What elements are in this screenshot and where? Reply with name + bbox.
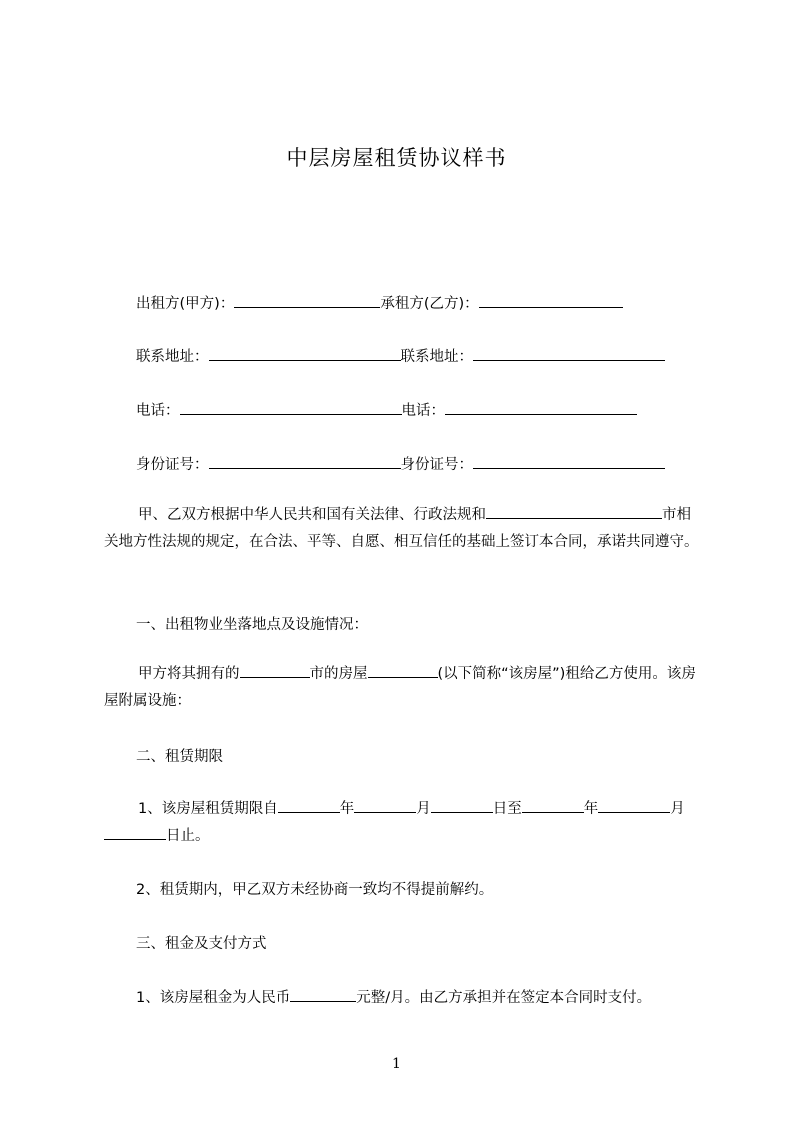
- section1-text-3: (以下简称“该房屋”)租给乙方使用。该房屋附属设施：: [104, 666, 696, 709]
- lessor-id-blank[interactable]: [209, 454, 401, 469]
- term-text-6: 月: [670, 801, 685, 817]
- lessee-phone-blank[interactable]: [445, 400, 637, 415]
- rent-clause: [136, 986, 651, 1007]
- lessee-label: 承租方(乙方)：: [380, 296, 479, 312]
- lease-term-paragraph: [104, 796, 704, 850]
- lessee-id-blank[interactable]: [473, 454, 665, 469]
- page-number: 1: [392, 1056, 401, 1072]
- id-row: [136, 453, 665, 474]
- lessor-id-label: 身份证号：: [136, 457, 209, 473]
- property-address-blank[interactable]: [368, 663, 438, 678]
- start-month-blank[interactable]: [354, 798, 416, 813]
- term-text-2: 年: [339, 801, 355, 817]
- term-text-5: 年: [583, 801, 599, 817]
- lessee-address-label: 联系地址：: [400, 349, 473, 365]
- rent-text-1: 1、该房屋租金为人民币: [136, 990, 291, 1006]
- lessor-label: 出租方(甲方)：: [136, 296, 235, 312]
- end-day-blank[interactable]: [104, 825, 166, 840]
- lessee-address-blank[interactable]: [473, 346, 665, 361]
- end-year-blank[interactable]: [522, 798, 584, 813]
- section1-paragraph: [104, 661, 704, 715]
- lessor-phone-label: 电话：: [136, 403, 180, 419]
- property-city-blank[interactable]: [240, 663, 310, 678]
- end-month-blank[interactable]: [598, 798, 670, 813]
- rent-amount-blank[interactable]: [290, 987, 356, 1002]
- lessor-address-label: 联系地址：: [136, 349, 209, 365]
- section1-text-2: 市的房屋: [309, 666, 368, 682]
- party-names-row: [136, 292, 623, 313]
- term-text-3: 月: [416, 801, 431, 817]
- preamble-text-1: 甲、乙双方根据中华人民共和国有关法律、行政法规和: [138, 507, 486, 523]
- start-year-blank[interactable]: [278, 798, 340, 813]
- lessor-phone-blank[interactable]: [180, 400, 402, 415]
- term-text-1: 1、该房屋租赁期限自: [138, 801, 278, 817]
- lessor-name-blank[interactable]: [234, 293, 380, 308]
- phone-row: [136, 399, 637, 420]
- section2-heading: 二、租赁期限: [136, 749, 223, 765]
- city-blank[interactable]: [486, 504, 662, 519]
- preamble-text-2: 市相关地方性法规的规定，在合法、平等、自愿、相互信任的基础上签订本合同，承诺共同遵守。: [104, 507, 699, 550]
- rent-text-2: 元整/月。由乙方承担并在签定本合同时支付。: [356, 990, 652, 1006]
- term-text-7: 日止。: [166, 828, 210, 844]
- address-row: [136, 345, 665, 366]
- preamble-paragraph: [104, 502, 704, 556]
- start-day-blank[interactable]: [431, 798, 493, 813]
- section1-text-1: 甲方将其拥有的: [138, 666, 240, 682]
- lessee-id-label: 身份证号：: [400, 457, 473, 473]
- term-text-4: 日至: [492, 801, 522, 817]
- lessor-address-blank[interactable]: [209, 346, 401, 361]
- section3-heading: 三、租金及支付方式: [136, 936, 267, 952]
- lessee-name-blank[interactable]: [479, 293, 623, 308]
- section1-heading: 一、出租物业坐落地点及设施情况：: [136, 617, 368, 633]
- early-termination-clause: 2、租赁期内，甲乙双方未经协商一致均不得提前解约。: [136, 882, 494, 898]
- lessee-phone-label: 电话：: [401, 403, 445, 419]
- document-title: 中层房屋租赁协议样书: [286, 146, 507, 170]
